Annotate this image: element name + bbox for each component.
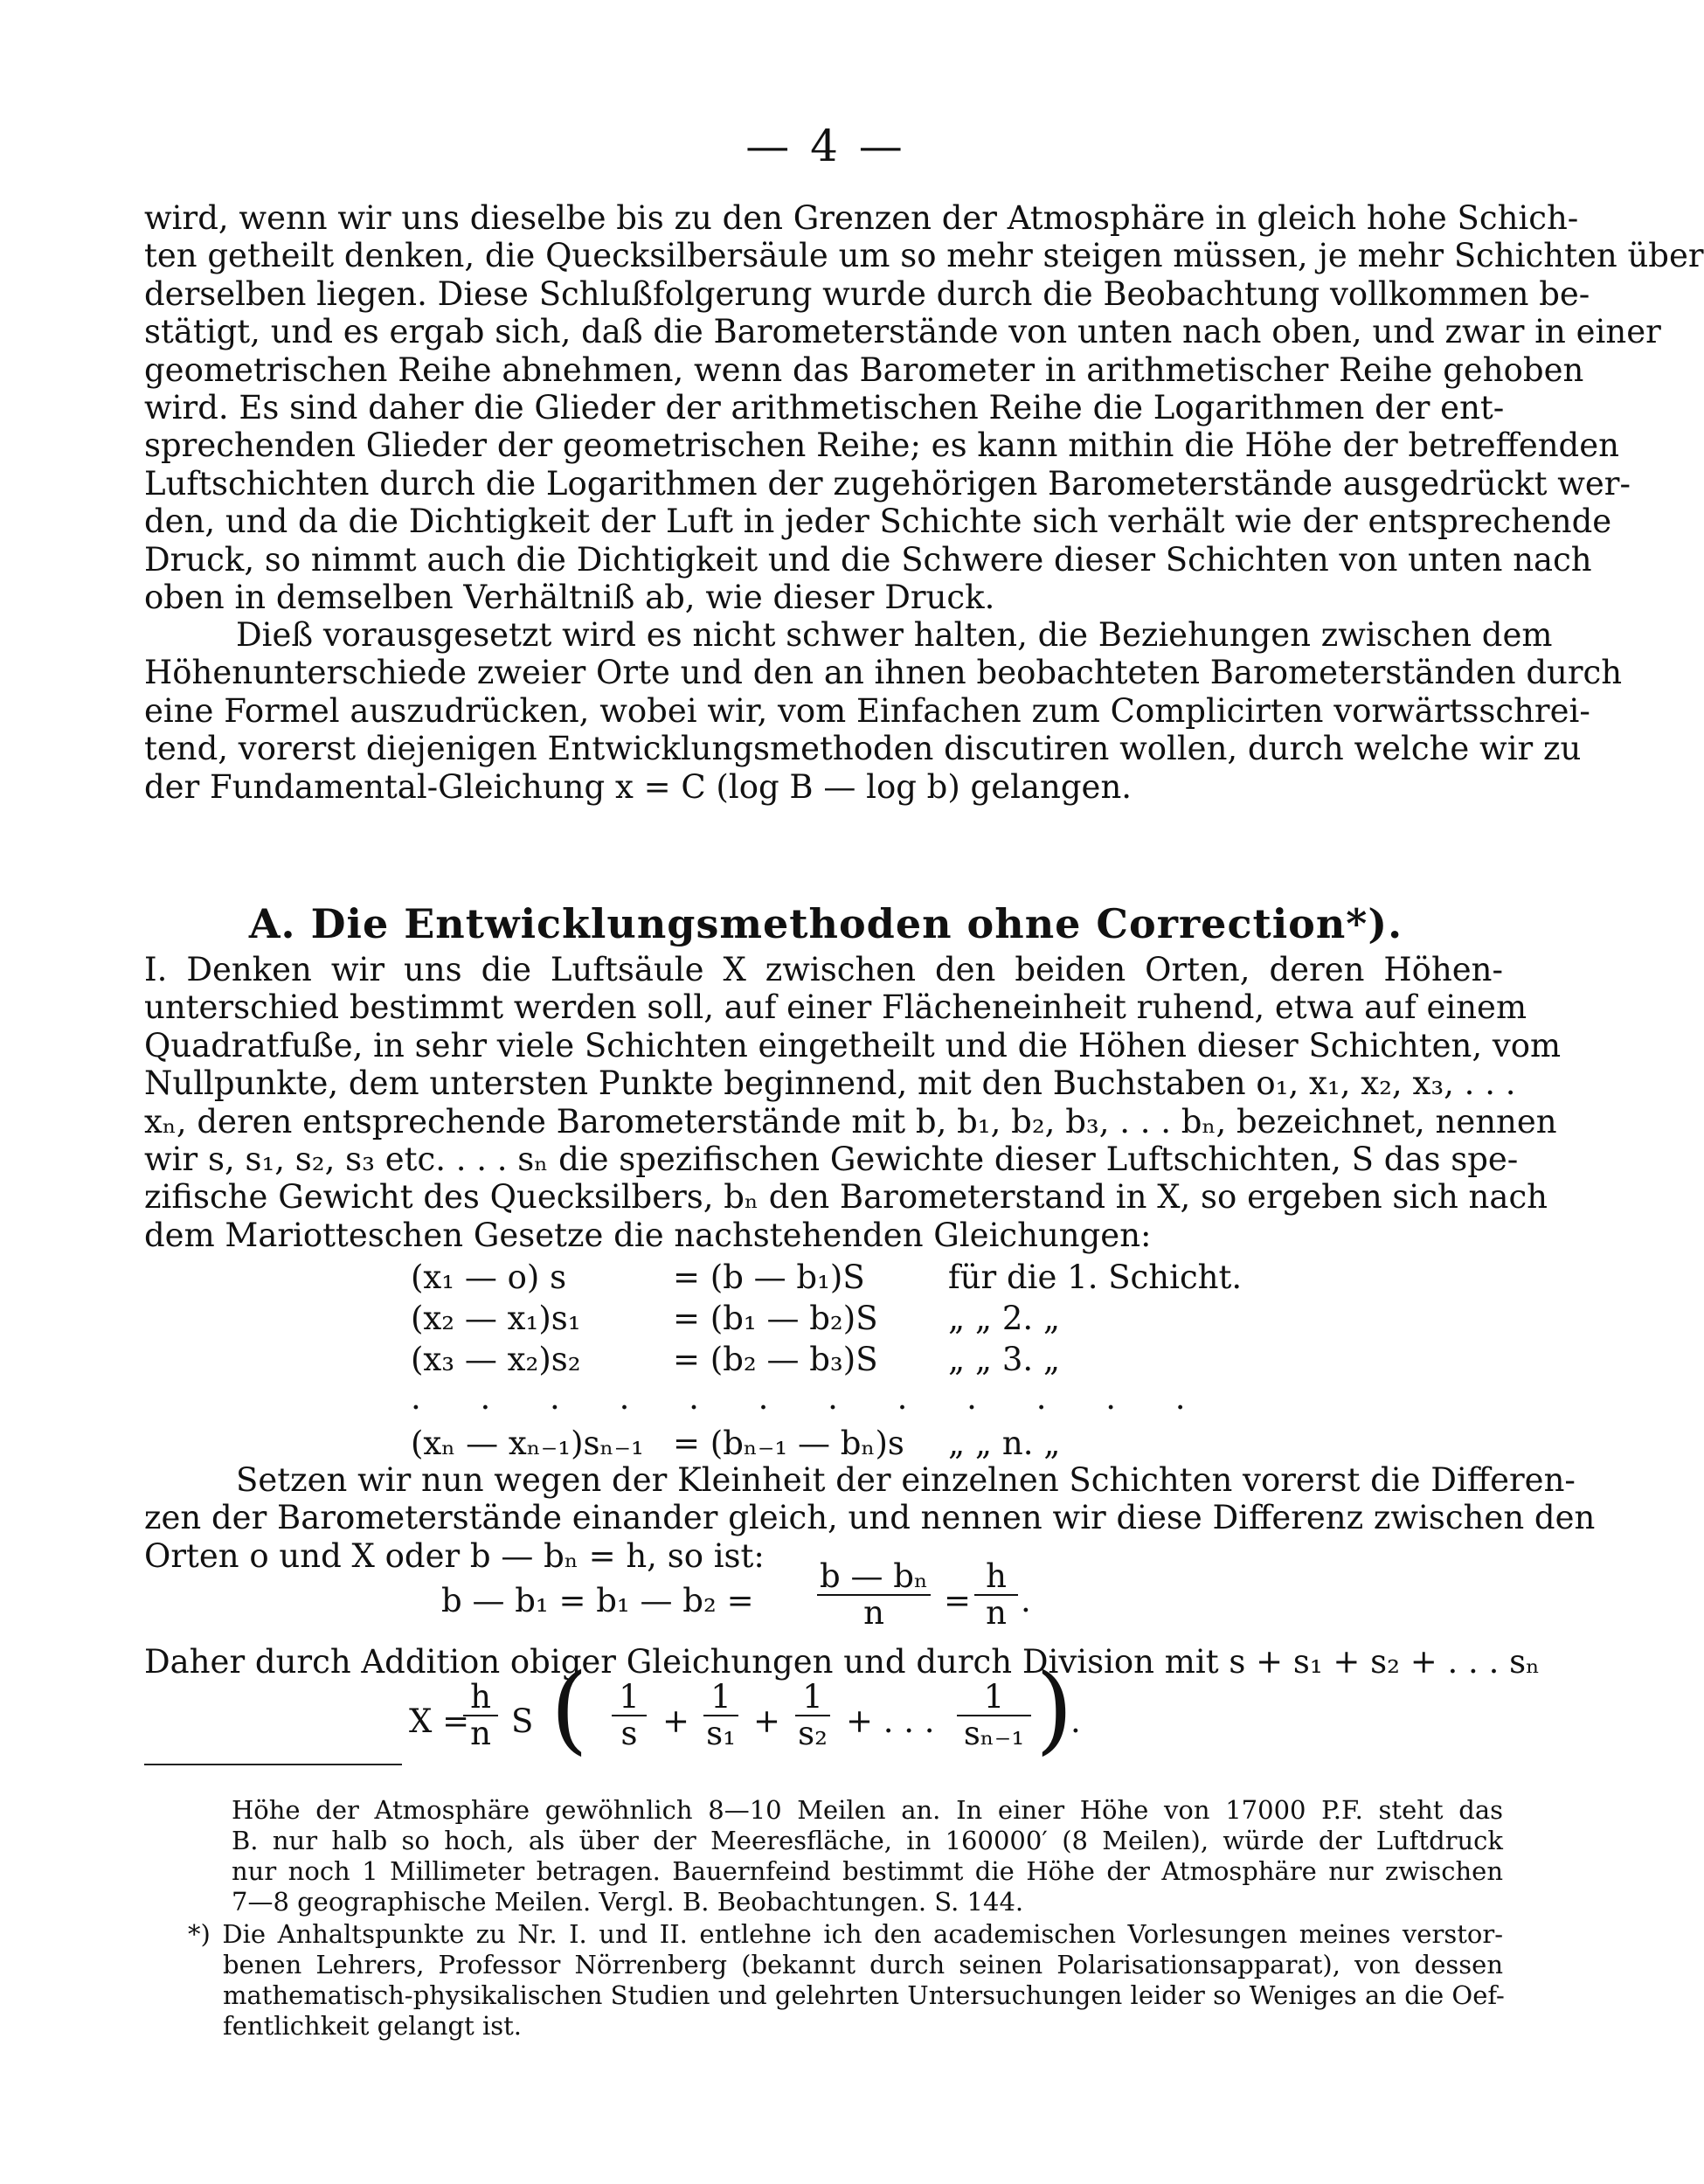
paragraph-1	[144, 199, 1704, 616]
text-line: Nullpunkte, dem untersten Punkte beginnend, mit den Buchstaben o₁, x₁, x₂, x₃, . . .	[144, 1064, 1516, 1103]
formula-end: .	[1021, 1582, 1031, 1619]
paragraph-5	[144, 1643, 1541, 1681]
text-line: Luftschichten durch die Logarithmen der zugehörigen Barometerstände ausgedrückt wer-	[144, 464, 1631, 503]
paragraph-3	[144, 951, 1562, 1254]
fraction-numerator: h	[974, 1559, 1018, 1596]
text-line: Setzen wir nun wegen der Kleinheit der einzelnen Schichten vorerst die Differen-	[236, 1461, 1576, 1499]
right-parenthesis: )	[1036, 1653, 1073, 1765]
fraction-numerator: 1	[795, 1680, 830, 1716]
text-line: wir s, s₁, s₂, s₃ etc. . . . sₙ die spezifischen Gewichte dieser Luftschichten, S das spe-	[144, 1140, 1519, 1178]
eq-rhs-n: = (bₙ₋₁ — bₙ)s	[673, 1425, 904, 1462]
text-line: Quadratfuße, in sehr viele Schichten eingetheilt und die Höhen dieser Schichten, vom	[144, 1026, 1562, 1064]
formula-s: S	[511, 1702, 534, 1740]
eq-lhs-3: (x₃ — x₂)s₂	[411, 1341, 581, 1378]
eq-tail-1: für die 1. Schicht.	[948, 1258, 1243, 1296]
eq-lhs-2: (x₂ — x₁)s₁	[411, 1300, 581, 1337]
fraction-denominator: s	[620, 1715, 638, 1752]
formula-lhs: b — b₁ = b₁ — b₂ =	[441, 1582, 754, 1619]
text-line: zen der Barometerstände einander gleich, und nennen wir diese Differenz zwischen den	[144, 1499, 1596, 1537]
text-line: zifische Gewicht des Quecksilbers, bₙ den Barometerstand in X, so ergeben sich nach	[144, 1178, 1548, 1217]
fraction-1-s2	[795, 1680, 830, 1751]
text-line: geometrischen Reihe abnehmen, wenn das Barometer in arithmetischer Reihe gehoben	[144, 350, 1584, 389]
footnote-line: benen Lehrers, Professor Nörrenberg (bekannt durch seinen Polarisationsapparat), von dessen	[223, 1950, 1503, 1979]
footnote-line: nur noch 1 Millimeter betragen. Bauernfeind bestimmt die Höhe der Atmosphäre nur zwischen	[232, 1856, 1503, 1886]
eq-tail-3: „ „ 3. „	[948, 1341, 1061, 1378]
fraction-denominator: s₂	[798, 1715, 828, 1752]
fraction-b-bn	[817, 1559, 931, 1631]
text-line: oben in demselben Verhältniß ab, wie dieser Druck.	[144, 578, 995, 616]
text-line: den, und da die Dichtigkeit der Luft in jeder Schichte sich verhält wie der entsprechende	[144, 503, 1612, 541]
footnote-line: fentlichkeit gelangt ist.	[223, 2011, 523, 2041]
fraction-1-sn-1	[957, 1680, 1031, 1751]
text-line: Orten o und X oder b — bₙ = h, so ist:	[144, 1536, 765, 1575]
fraction-denominator: s₁	[706, 1715, 736, 1752]
fraction-denominator: sₙ₋₁	[963, 1715, 1025, 1752]
footnote-star	[188, 1919, 1503, 2042]
text-line: derselben liegen. Diese Schlußfolgerung wurde durch die Beobachtung vollkommen be-	[144, 274, 1590, 313]
fraction-numerator: 1	[957, 1680, 1031, 1716]
left-parenthesis: (	[551, 1653, 588, 1765]
text-line: wird, wenn wir uns dieselbe bis zu den Grenzen der Atmosphäre in gleich hohe Schich-	[144, 199, 1579, 237]
eq-tail-n: „ „ n. „	[948, 1425, 1061, 1462]
eq-dots-row: . . . . . . . . . . . .	[411, 1379, 1210, 1417]
formula-lhs: X =	[409, 1702, 470, 1740]
text-line: sprechenden Glieder der geometrischen Reihe; es kann mithin die Höhe der betreffenden	[144, 426, 1619, 465]
eq-tail-2: „ „ 2. „	[948, 1300, 1061, 1337]
fraction-h-n	[463, 1680, 498, 1751]
eq-rhs-1: = (b — b₁)S	[673, 1258, 865, 1296]
text-line: dem Mariotteschen Gesetze die nachstehenden Gleichungen:	[144, 1216, 1152, 1254]
footnotes	[232, 1795, 1503, 1917]
fraction-numerator: h	[463, 1680, 498, 1716]
fraction-1-s	[612, 1680, 647, 1751]
text-line: wird. Es sind daher die Glieder der arithmetischen Reihe die Logarithmen der ent-	[144, 388, 1505, 426]
text-line: I. Denken wir uns die Luftsäule X zwischen den beiden Orten, deren Höhen-	[144, 951, 1503, 988]
fraction-denominator: n	[986, 1594, 1007, 1632]
text-line: stätigt, und es ergab sich, daß die Barometerstände von unten nach oben, und zwar in einer	[144, 313, 1661, 351]
fraction-numerator: b — bₙ	[817, 1559, 931, 1596]
fraction-denominator: n	[470, 1715, 491, 1752]
text-line: Daher durch Addition obiger Gleichungen und durch Division mit s + s₁ + s₂ + . . . sₙ	[144, 1643, 1541, 1681]
text-line: ten getheilt denken, die Quecksilbersäule um so mehr steigen müssen, je mehr Schichten über	[144, 237, 1704, 275]
footnote-line: B. nur halb so hoch, als über der Meeresfläche, in 160000′ (8 Meilen), würde der Luftdruck	[232, 1826, 1503, 1855]
footnote-rule	[144, 1764, 402, 1765]
text-line: eine Formel auszudrücken, wobei wir, vom Einfachen zum Complicirten vorwärtsschrei-	[144, 691, 1590, 730]
formula-equals: =	[944, 1582, 972, 1619]
fraction-denominator: n	[863, 1594, 884, 1632]
text-line: Druck, so nimmt auch die Dichtigkeit und die Schwere dieser Schichten von unten nach	[144, 540, 1592, 579]
fraction-numerator: 1	[703, 1680, 738, 1716]
footnote-line: *) Die Anhaltspunkte zu Nr. I. und II. entlehne ich den academischen Vorlesungen meines verstor-	[188, 1919, 1503, 1949]
text-line: unterschied bestimmt werden soll, auf einer Flächeneinheit ruhend, etwa auf einem	[144, 988, 1527, 1027]
footnote-line: Höhe der Atmosphäre gewöhnlich 8—10 Meilen an. In einer Höhe von 17000 P.F. steht das	[232, 1795, 1503, 1825]
text-line: der Fundamental-Gleichung x = C (log B — log b) gelangen.	[144, 767, 1133, 806]
text-line: tend, vorerst diejenigen Entwicklungsmethoden discutiren wollen, durch welche wir zu	[144, 730, 1582, 768]
fraction-1-s1	[703, 1680, 738, 1751]
page-number: — 4 —	[745, 121, 906, 171]
footnote-line: mathematisch-physikalischen Studien und gelehrten Untersuchungen leider so Weniges an die Oef-	[223, 1980, 1505, 2010]
plus-sign: +	[662, 1702, 690, 1740]
eq-rhs-2: = (b₁ — b₂)S	[673, 1300, 878, 1337]
eq-lhs-1: (x₁ — o) s	[411, 1258, 567, 1296]
paragraph-2	[144, 616, 1623, 806]
formula-end: .	[1070, 1702, 1081, 1740]
fraction-numerator: 1	[612, 1680, 647, 1716]
fraction-h-n	[974, 1559, 1018, 1631]
eq-lhs-n: (xₙ — xₙ₋₁)sₙ₋₁	[411, 1425, 644, 1462]
eq-rhs-3: = (b₂ — b₃)S	[673, 1341, 878, 1378]
footnote-line: 7—8 geographische Meilen. Vergl. B. Beobachtungen. S. 144.	[232, 1887, 1024, 1917]
text-line: xₙ, deren entsprechende Barometerstände mit b, b₁, b₂, b₃, . . . bₙ, bezeichnet, nennen	[144, 1102, 1557, 1141]
plus-dots: + . . .	[846, 1702, 935, 1740]
section-heading: A. Die Entwicklungsmethoden ohne Correction*).	[248, 900, 1403, 947]
plus-sign: +	[753, 1702, 781, 1740]
text-line: Dieß vorausgesetzt wird es nicht schwer halten, die Beziehungen zwischen dem	[236, 616, 1553, 654]
text-line: Höhenunterschiede zweier Orte und den an ihnen beobachteten Barometerständen durch	[144, 654, 1623, 692]
